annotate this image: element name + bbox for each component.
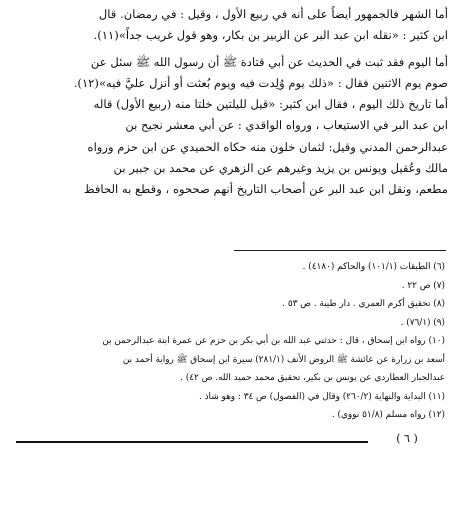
bottom-rule [16, 441, 368, 443]
body-line: عبدالرحمن المدني وقيل: لثمان خلون منه حكاه الحميدي عن ابن حزم ورواه [87, 139, 448, 154]
body-line: صوم يوم الاثنين فقال : «ذلك يوم وُلِدت فيه ويوم بُعثت أو أنزل عليَّ فيه»(١٢). [73, 76, 448, 91]
body-line: مطعم، ونقل ابن عبد البر عن أصحاب التاريخ أنهم صححوه ، وقطع به الحافظ [83, 181, 448, 196]
body-line: ابن كثير : «نقله ابن عبد البر عن الزبير بن بكار، وهو قول غريب جداً»(١١). [93, 28, 448, 43]
body-line: أما تاريخ ذلك اليوم ، فقال ابن كثير: «قيل لليلتين خلتا منه (ربيع الأول) قاله [93, 97, 448, 112]
footnote-line: (٨) تحقيق أكرم العمري . دار طيبة . ص ٥٣ . [282, 299, 445, 309]
body-line: أما اليوم فقد ثبت في الحديث عن أبي قتادة ﷺ أن رسول الله ﷺ سئل عن [90, 55, 448, 70]
footnote-line: عبدالجبار العطاردي عن يونس بن بكير، تحقيق محمد حميد الله. ص ٤٢) . [180, 373, 445, 383]
footnote-line: (١١) البداية والنهاية (٢٦٠/٢) وقال في (الفصول) ص ٣٤ : وهو شاذ . [198, 391, 445, 402]
footnote-line: أسعد بن زرارة عن عائشة ﷺ الروض الأنف (٢٨١/١) سيرة ابن إسحاق ﷺ رواية أحمد بن [122, 354, 445, 365]
footnote-separator [234, 250, 446, 251]
footnotes [17, 258, 445, 425]
body-line: مالك وعُقيل ويونس بن يزيد وغيرهم عن الزهري عن محمد بن جبير بن [113, 160, 448, 175]
body-line: ابن عبد البر في الاستيعاب ، ورواه الواقدي : عن أبي معشر نجيح بن [125, 118, 448, 133]
body-line: أما الشهر فالجمهور أيضاً على أنه في ربيع الأول ، وقيل : في رمضان. قال [98, 7, 448, 21]
footnote-line: (١٠) رواه ابن إسحاق ، قال : حدثني عبد الله بن أبي بكر بن حزم عن عمرة ابنة عبدالرحمن بن [102, 336, 445, 346]
footnote-line: (٧) ص ٢٢ . [401, 280, 445, 291]
page-number: ( ٦ ) [396, 432, 418, 445]
footnote-line: (٦) الطبقات (١٠١/١) والحاكم (٤١٨٠) . [302, 262, 445, 272]
footnote-line: (٩) (٧٦/١) . [400, 317, 445, 328]
footnote-line: (١٢) رواه مسلم (٥١/٨ نووي) . [331, 410, 445, 420]
main-text [18, 4, 448, 200]
